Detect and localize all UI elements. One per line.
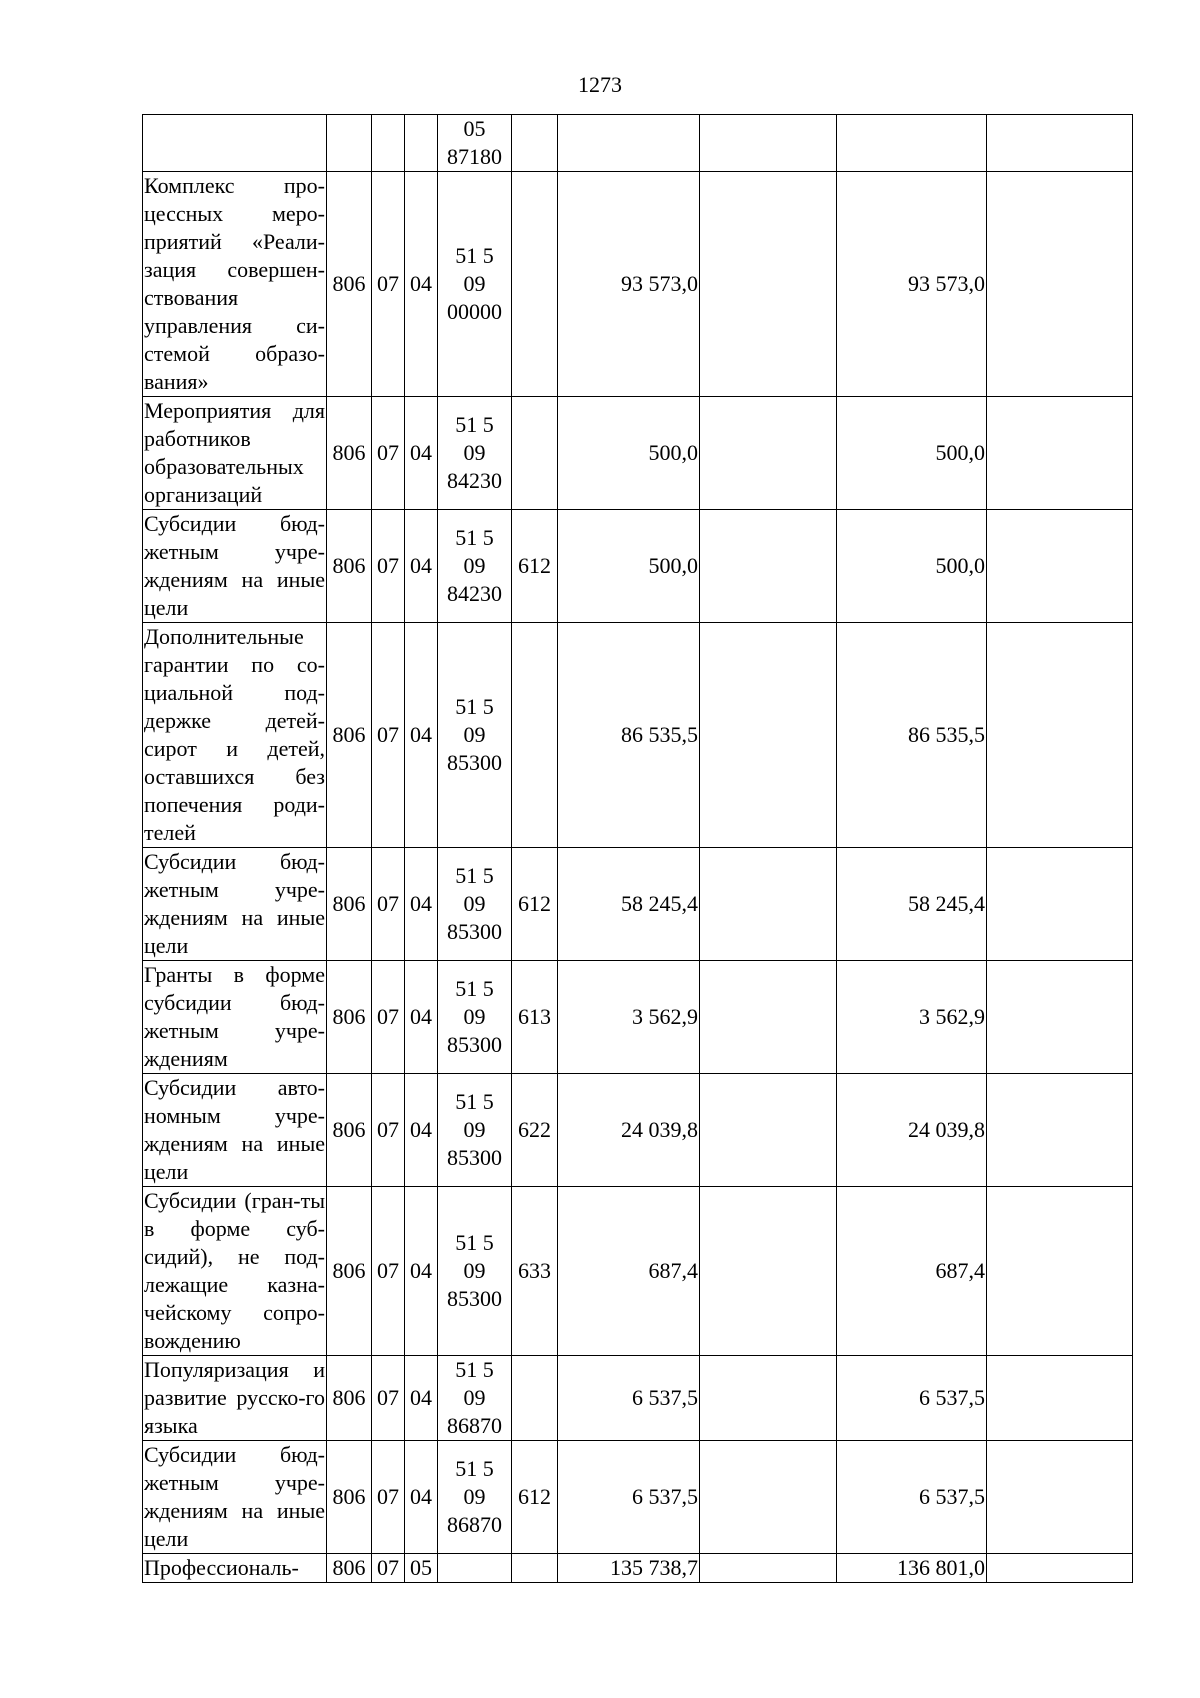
amount-cell-2 <box>700 1187 837 1356</box>
amount-cell-2 <box>700 115 837 172</box>
expense-type-code-cell <box>512 397 558 510</box>
amount-cell-4 <box>987 961 1133 1074</box>
subsection-code-cell: 04 <box>405 961 438 1074</box>
ministry-code-cell <box>327 115 372 172</box>
amount-cell-2 <box>700 1441 837 1554</box>
amount-cell-3: 3 562,9 <box>837 961 987 1074</box>
amount-cell-4 <box>987 172 1133 397</box>
amount-cell-3: 58 245,4 <box>837 848 987 961</box>
amount-cell-4 <box>987 1074 1133 1187</box>
amount-cell-4 <box>987 623 1133 848</box>
table-row <box>143 397 1133 510</box>
target-article-code-cell <box>438 1554 512 1583</box>
section-code-cell: 07 <box>372 172 405 397</box>
table-row <box>143 1074 1133 1187</box>
amount-cell-1: 6 537,5 <box>558 1441 700 1554</box>
amount-cell-1: 3 562,9 <box>558 961 700 1074</box>
table-row <box>143 848 1133 961</box>
ministry-code-cell: 806 <box>327 1187 372 1356</box>
item-name-cell: Субсидии (гран-ты в форме суб-сидий), не под-лежащие казна-чейскому сопро-вождению <box>143 1187 327 1356</box>
amount-cell-1: 86 535,5 <box>558 623 700 848</box>
amount-cell-3: 93 573,0 <box>837 172 987 397</box>
amount-cell-1: 6 537,5 <box>558 1356 700 1441</box>
item-name-cell <box>143 115 327 172</box>
table-row <box>143 115 1133 172</box>
amount-cell-2 <box>700 848 837 961</box>
amount-cell-1: 93 573,0 <box>558 172 700 397</box>
expense-type-code-cell <box>512 623 558 848</box>
amount-cell-3: 500,0 <box>837 510 987 623</box>
amount-cell-1: 500,0 <box>558 510 700 623</box>
subsection-code-cell: 04 <box>405 1356 438 1441</box>
subsection-code-cell: 05 <box>405 1554 438 1583</box>
target-article-code-cell: 51 5 09 84230 <box>438 510 512 623</box>
amount-cell-1: 500,0 <box>558 397 700 510</box>
budget-table <box>142 114 1133 1583</box>
amount-cell-4 <box>987 1356 1133 1441</box>
section-code-cell: 07 <box>372 397 405 510</box>
ministry-code-cell: 806 <box>327 961 372 1074</box>
amount-cell-3: 136 801,0 <box>837 1554 987 1583</box>
subsection-code-cell: 04 <box>405 510 438 623</box>
section-code-cell: 07 <box>372 1187 405 1356</box>
item-name-cell: Субсидии бюд-жетным учре-ждениям на иные цели <box>143 848 327 961</box>
table-row <box>143 961 1133 1074</box>
table-row <box>143 623 1133 848</box>
section-code-cell <box>372 115 405 172</box>
amount-cell-4 <box>987 510 1133 623</box>
section-code-cell: 07 <box>372 1356 405 1441</box>
target-article-code-cell: 51 5 09 84230 <box>438 397 512 510</box>
amount-cell-1: 58 245,4 <box>558 848 700 961</box>
amount-cell-2 <box>700 397 837 510</box>
expense-type-code-cell: 612 <box>512 848 558 961</box>
expense-type-code-cell: 622 <box>512 1074 558 1187</box>
table-row <box>143 1441 1133 1554</box>
section-code-cell: 07 <box>372 1074 405 1187</box>
amount-cell-2 <box>700 1356 837 1441</box>
amount-cell-3: 6 537,5 <box>837 1356 987 1441</box>
target-article-code-cell: 51 5 09 85300 <box>438 623 512 848</box>
ministry-code-cell: 806 <box>327 848 372 961</box>
amount-cell-4 <box>987 1187 1133 1356</box>
target-article-code-cell: 05 87180 <box>438 115 512 172</box>
ministry-code-cell: 806 <box>327 510 372 623</box>
target-article-code-cell: 51 5 09 85300 <box>438 961 512 1074</box>
amount-cell-1: 135 738,7 <box>558 1554 700 1583</box>
table-row <box>143 172 1133 397</box>
table-row <box>143 1554 1133 1583</box>
target-article-code-cell: 51 5 09 86870 <box>438 1441 512 1554</box>
item-name-cell: Субсидии бюд-жетным учре-ждениям на иные цели <box>143 1441 327 1554</box>
ministry-code-cell: 806 <box>327 1356 372 1441</box>
amount-cell-4 <box>987 115 1133 172</box>
amount-cell-3 <box>837 115 987 172</box>
expense-type-code-cell: 612 <box>512 510 558 623</box>
ministry-code-cell: 806 <box>327 172 372 397</box>
ministry-code-cell: 806 <box>327 1554 372 1583</box>
amount-cell-1 <box>558 115 700 172</box>
target-article-code-cell: 51 5 09 86870 <box>438 1356 512 1441</box>
section-code-cell: 07 <box>372 1441 405 1554</box>
amount-cell-3: 6 537,5 <box>837 1441 987 1554</box>
table-row <box>143 510 1133 623</box>
amount-cell-2 <box>700 961 837 1074</box>
amount-cell-3: 24 039,8 <box>837 1074 987 1187</box>
amount-cell-4 <box>987 848 1133 961</box>
amount-cell-4 <box>987 1441 1133 1554</box>
amount-cell-2 <box>700 1074 837 1187</box>
page-number: 1273 <box>578 72 622 97</box>
target-article-code-cell: 51 5 09 85300 <box>438 1187 512 1356</box>
subsection-code-cell: 04 <box>405 1074 438 1187</box>
section-code-cell: 07 <box>372 848 405 961</box>
expense-type-code-cell: 612 <box>512 1441 558 1554</box>
target-article-code-cell: 51 5 09 85300 <box>438 848 512 961</box>
amount-cell-3: 86 535,5 <box>837 623 987 848</box>
amount-cell-2 <box>700 1554 837 1583</box>
expense-type-code-cell <box>512 172 558 397</box>
item-name-cell: Мероприятия для работников образовательных организаций <box>143 397 327 510</box>
expense-type-code-cell: 613 <box>512 961 558 1074</box>
amount-cell-3: 687,4 <box>837 1187 987 1356</box>
subsection-code-cell: 04 <box>405 172 438 397</box>
amount-cell-1: 24 039,8 <box>558 1074 700 1187</box>
amount-cell-4 <box>987 397 1133 510</box>
item-name-cell: Профессиональ- <box>143 1554 327 1583</box>
expense-type-code-cell: 633 <box>512 1187 558 1356</box>
ministry-code-cell: 806 <box>327 1074 372 1187</box>
amount-cell-3: 500,0 <box>837 397 987 510</box>
amount-cell-4 <box>987 1554 1133 1583</box>
target-article-code-cell: 51 5 09 00000 <box>438 172 512 397</box>
item-name-cell: Гранты в форме субсидии бюд-жетным учре-ждениям <box>143 961 327 1074</box>
item-name-cell: Субсидии авто-номным учре-ждениям на иные цели <box>143 1074 327 1187</box>
item-name-cell: Дополнительные гарантии по со-циальной под-держке детей-сирот и детей, оставшихся без попечения роди-телей <box>143 623 327 848</box>
subsection-code-cell <box>405 115 438 172</box>
item-name-cell: Субсидии бюд-жетным учре-ждениям на иные цели <box>143 510 327 623</box>
amount-cell-2 <box>700 172 837 397</box>
target-article-code-cell: 51 5 09 85300 <box>438 1074 512 1187</box>
section-code-cell: 07 <box>372 623 405 848</box>
amount-cell-2 <box>700 510 837 623</box>
section-code-cell: 07 <box>372 510 405 623</box>
expense-type-code-cell <box>512 115 558 172</box>
table-row <box>143 1356 1133 1441</box>
expense-type-code-cell <box>512 1356 558 1441</box>
item-name-cell: Комплекс про-цессных меро-приятий «Реали-зация совершен-ствования управления си-стемой образо-вания» <box>143 172 327 397</box>
table-body <box>143 115 1133 1583</box>
section-code-cell: 07 <box>372 961 405 1074</box>
ministry-code-cell: 806 <box>327 1441 372 1554</box>
subsection-code-cell: 04 <box>405 397 438 510</box>
subsection-code-cell: 04 <box>405 623 438 848</box>
subsection-code-cell: 04 <box>405 1187 438 1356</box>
section-code-cell: 07 <box>372 1554 405 1583</box>
ministry-code-cell: 806 <box>327 623 372 848</box>
amount-cell-2 <box>700 623 837 848</box>
table-row <box>143 1187 1133 1356</box>
subsection-code-cell: 04 <box>405 1441 438 1554</box>
subsection-code-cell: 04 <box>405 848 438 961</box>
amount-cell-1: 687,4 <box>558 1187 700 1356</box>
ministry-code-cell: 806 <box>327 397 372 510</box>
item-name-cell: Популяризация и развитие русско-го языка <box>143 1356 327 1441</box>
expense-type-code-cell <box>512 1554 558 1583</box>
